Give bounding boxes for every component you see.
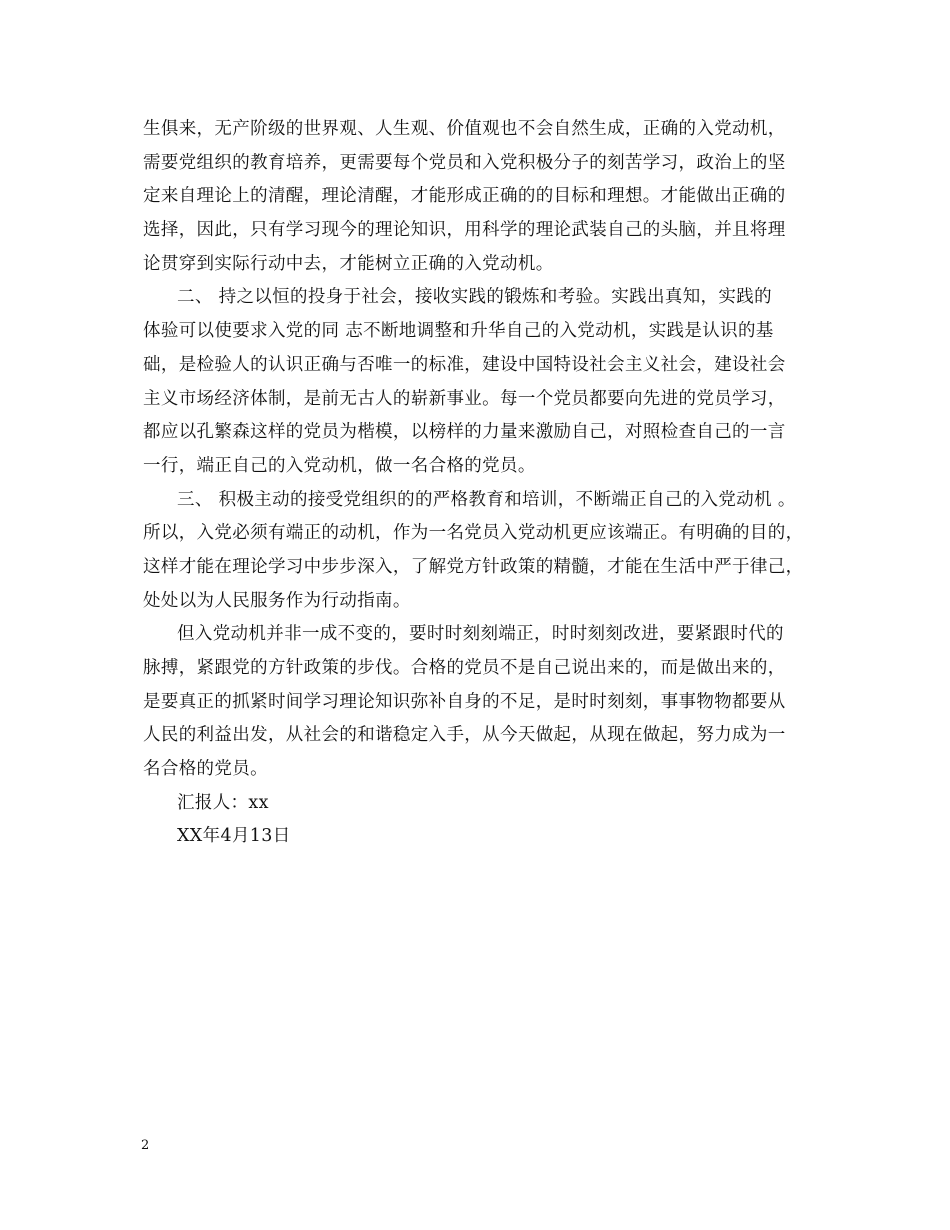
- paragraph-1: [143, 113, 811, 281]
- paragraph-2: [143, 281, 811, 483]
- text-line: 人民的利益出发，从社会的和谐稳定入手，从今天做起，从现在做起，努力成为一: [143, 725, 786, 746]
- text-line: 一行，端正自己的入党动机，做一名合格的党员。: [143, 455, 536, 476]
- text-line: 脉搏，紧跟党的方针政策的步伐。合格的党员不是自己说出来的，而是做出来的，: [143, 658, 786, 678]
- text-line: 选择，因此，只有学习现今的理论知识，用科学的理论武装自己的头脑，并且将理: [143, 220, 786, 241]
- text-line: 础，是检验人的认识正确与否唯一的标准，建设中国特设社会主义社会，建设社会: [143, 354, 786, 375]
- text-line: 主义市场经济体制，是前无古人的崭新事业。每一个党员都要向先进的党员学习，: [143, 388, 786, 409]
- document-body: [143, 113, 811, 854]
- text-line: 是要真正的抓紧时间学习理论知识弥补自身的不足，是时时刻刻，事事物物都要从: [143, 691, 786, 712]
- text-line: 这样才能在理论学习中步步深入，了解党方针政策的精髓，才能在生活中严于律己，: [143, 556, 804, 577]
- reporter-line: [143, 787, 811, 821]
- text-line: 都应以孔繁森这样的党员为楷模，以榜样的力量来激励自己，对照检查自己的一言: [143, 422, 786, 443]
- text-line: 二、 持之以恒的投身于社会，接收实践的锻炼和考验。实践出真知，实践的: [177, 287, 772, 308]
- page-number: 2: [141, 1138, 150, 1153]
- text-line: 处处以为人民服务作为行动指南。: [143, 590, 411, 611]
- date-line: [143, 820, 811, 854]
- text-line: 生俱来，无产阶级的世界观、人生观、价值观也不会自然生成，正确的入党动机，: [143, 119, 786, 139]
- paragraph-4: [143, 618, 811, 786]
- text-line: 三、 积极主动的接受党组织的的严格教育和培训，不断端正自己的入党动机 。: [177, 489, 796, 510]
- paragraph-3: [143, 484, 811, 619]
- text-line: 需要党组织的教育培养，更需要每个党员和入党积极分子的刻苦学习，政治上的坚: [143, 152, 786, 173]
- text-line: 名合格的党员。: [143, 759, 268, 780]
- text-line: 体验可以使要求入党的同 志不断地调整和升华自己的入党动机，实践是认识的基: [143, 321, 774, 342]
- date-text: XX年4月13日: [177, 826, 291, 847]
- text-line: 但入党动机并非一成不变的，要时时刻刻端正，时时刻刻改进，要紧跟时代的: [177, 624, 784, 645]
- text-line: 论贯穿到实际行动中去，才能树立正确的入党动机。: [143, 253, 554, 274]
- reporter-text: 汇报人：xx: [177, 792, 269, 813]
- text-line: 定来自理论上的清醒，理论清醒，才能形成正确的的目标和理想。才能做出正确的: [143, 186, 786, 207]
- text-line: 所以，入党必须有端正的动机，作为一名党员入党动机更应该端正。有明确的目的，: [143, 523, 804, 544]
